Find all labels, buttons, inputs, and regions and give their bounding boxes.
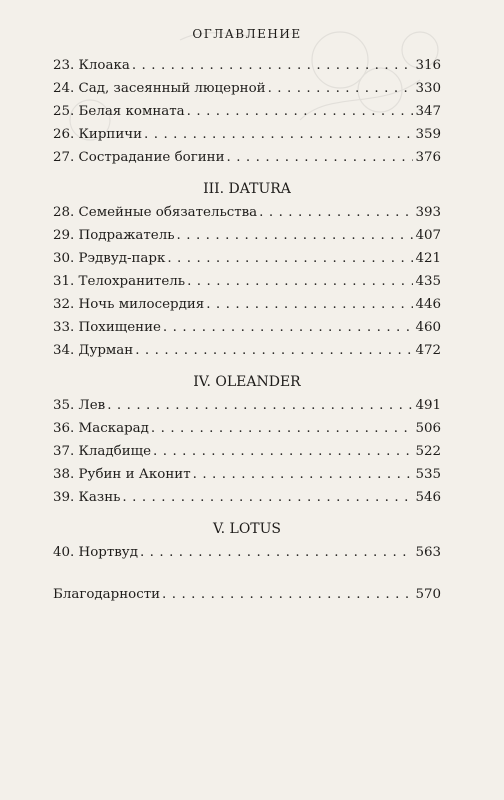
entry-title: 36. Маскарад bbox=[53, 421, 149, 436]
leader-dots bbox=[122, 488, 413, 508]
entry-title: 26. Кирпичи bbox=[53, 127, 143, 142]
leader-dots bbox=[162, 585, 413, 605]
entry-title: 34. Дурман bbox=[53, 343, 134, 358]
leader-dots bbox=[151, 419, 414, 439]
entry-title: 35. Лев bbox=[53, 398, 106, 413]
entry-page: 546 bbox=[415, 490, 441, 505]
toc-entry[interactable] bbox=[53, 272, 441, 292]
leader-dots bbox=[167, 249, 413, 269]
part-heading: V. LOTUS bbox=[212, 521, 282, 537]
leader-dots bbox=[107, 396, 413, 416]
leader-dots bbox=[187, 272, 413, 292]
toc-entry[interactable] bbox=[53, 79, 441, 99]
toc-entry[interactable] bbox=[53, 396, 441, 416]
leader-dots bbox=[227, 148, 414, 168]
toc-entry[interactable] bbox=[53, 442, 441, 462]
toc-entry[interactable] bbox=[53, 543, 441, 563]
entry-page: 570 bbox=[415, 587, 441, 602]
leader-dots bbox=[132, 56, 414, 76]
entry-page: 472 bbox=[415, 343, 441, 358]
leader-dots bbox=[193, 465, 414, 485]
entry-page: 359 bbox=[415, 127, 441, 142]
toc-entry[interactable] bbox=[53, 419, 441, 439]
toc-entry[interactable] bbox=[53, 341, 441, 361]
toc-entry-acknowledgements[interactable] bbox=[53, 585, 441, 605]
entry-page: 376 bbox=[415, 150, 441, 165]
entry-title: 40. Нортвуд bbox=[53, 545, 138, 560]
toc-entry[interactable] bbox=[53, 295, 441, 315]
entry-title: 27. Сострадание богини bbox=[53, 150, 225, 165]
entry-page: 407 bbox=[415, 228, 441, 243]
entry-page: 347 bbox=[415, 104, 441, 119]
entry-title: 37. Кладбище bbox=[53, 444, 152, 459]
entry-title: 25. Белая комната bbox=[53, 104, 185, 119]
leader-dots bbox=[144, 125, 413, 145]
toc-entry[interactable] bbox=[53, 102, 441, 122]
leader-dots bbox=[268, 79, 414, 99]
entry-title: 32. Ночь милосердия bbox=[53, 297, 205, 312]
entry-page: 460 bbox=[415, 320, 441, 335]
leader-dots bbox=[163, 318, 414, 338]
entry-title: 23. Клоака bbox=[53, 58, 130, 73]
entry-page: 563 bbox=[415, 545, 441, 560]
entry-page: 491 bbox=[415, 398, 441, 413]
leader-dots bbox=[259, 203, 413, 223]
leader-dots bbox=[177, 226, 414, 246]
leader-dots bbox=[206, 295, 413, 315]
leader-dots bbox=[153, 442, 413, 462]
entry-title: 30. Рэдвуд-парк bbox=[53, 251, 166, 266]
entry-page: 535 bbox=[415, 467, 441, 482]
toc-entry[interactable] bbox=[53, 148, 441, 168]
leader-dots bbox=[135, 341, 413, 361]
entry-page: 522 bbox=[415, 444, 441, 459]
part-heading: III. DATURA bbox=[203, 181, 291, 197]
toc-entry[interactable] bbox=[53, 318, 441, 338]
entry-page: 393 bbox=[415, 205, 441, 220]
entry-page: 421 bbox=[415, 251, 441, 266]
entry-title: 33. Похищение bbox=[53, 320, 161, 335]
entry-page: 446 bbox=[415, 297, 441, 312]
part-heading: IV. OLEANDER bbox=[193, 374, 301, 390]
entry-title: 31. Телохранитель bbox=[53, 274, 186, 289]
toc-entry[interactable] bbox=[53, 203, 441, 223]
toc-entry[interactable] bbox=[53, 465, 441, 485]
entry-title: 29. Подражатель bbox=[53, 228, 175, 243]
page-title: ОГЛАВЛЕНИЕ bbox=[192, 27, 302, 41]
toc-entry[interactable] bbox=[53, 125, 441, 145]
entry-title: 39. Казнь bbox=[53, 490, 121, 505]
leader-dots bbox=[187, 102, 414, 122]
entry-page: 435 bbox=[415, 274, 441, 289]
entry-title: 24. Сад, засеянный люцерной bbox=[53, 81, 266, 96]
entry-title: 38. Рубин и Аконит bbox=[53, 467, 191, 482]
toc-entry[interactable] bbox=[53, 56, 441, 76]
entry-title: Благодарности bbox=[53, 587, 161, 602]
entry-page: 316 bbox=[415, 58, 441, 73]
entry-page: 330 bbox=[415, 81, 441, 96]
entry-title: 28. Семейные обязательства bbox=[53, 205, 258, 220]
toc-entry[interactable] bbox=[53, 249, 441, 269]
toc-entry[interactable] bbox=[53, 488, 441, 508]
toc-entry[interactable] bbox=[53, 226, 441, 246]
leader-dots bbox=[140, 543, 414, 563]
entry-page: 506 bbox=[415, 421, 441, 436]
